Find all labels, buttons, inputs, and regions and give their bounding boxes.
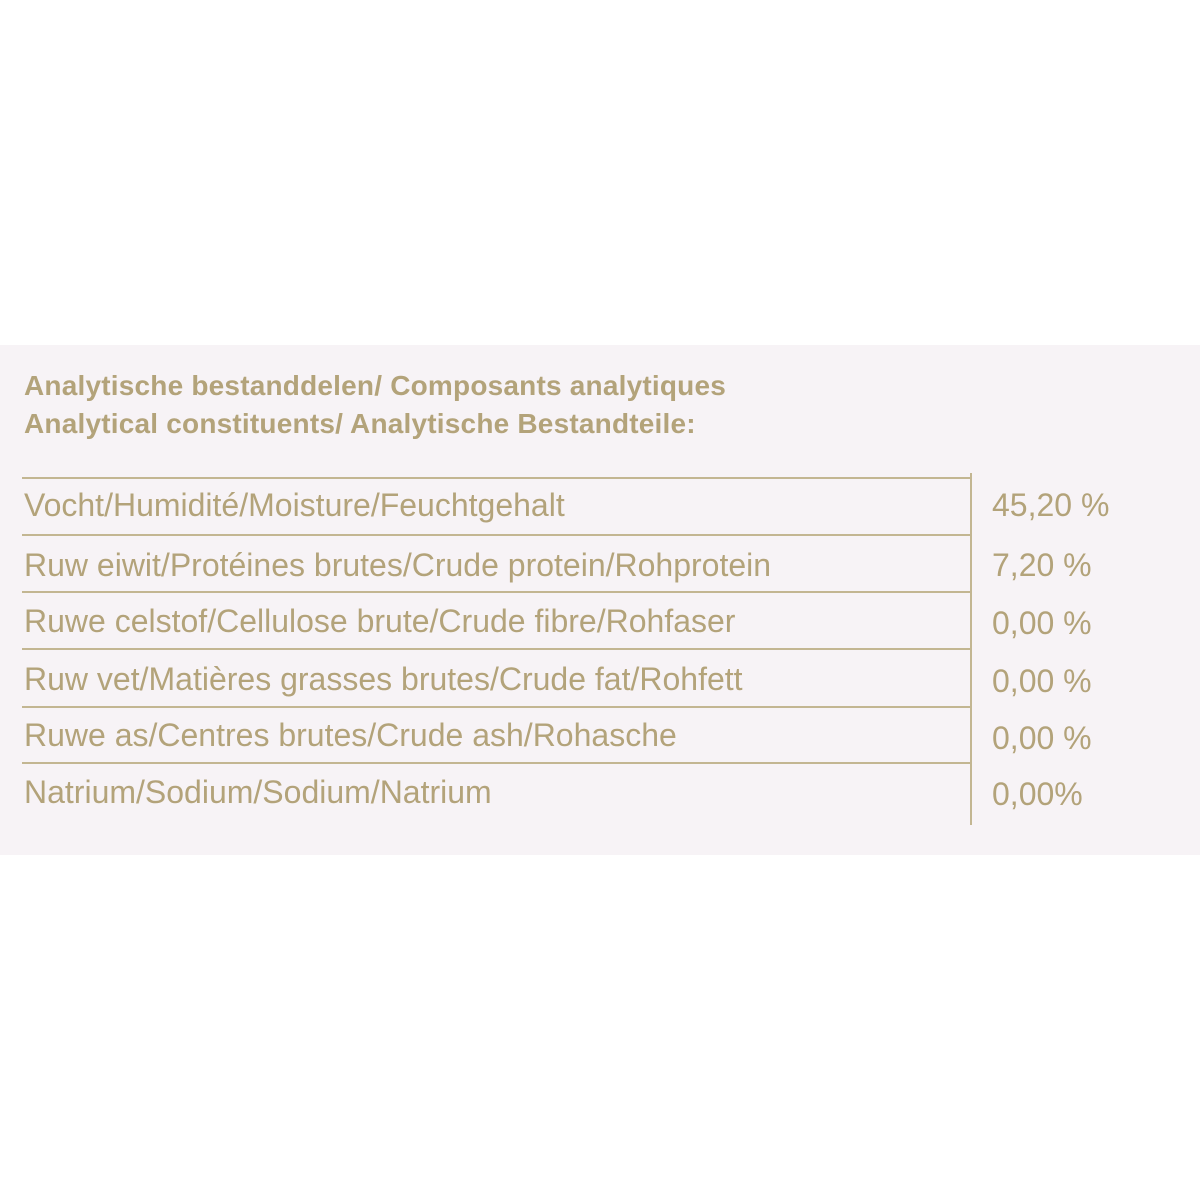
nutrition-label [0, 345, 1200, 855]
heading-line-1: Analytische bestanddelen/ Composants analytiques [24, 370, 726, 401]
row-value: 0,00 % [992, 605, 1092, 641]
row-label: Ruwe celstof/Cellulose brute/Crude fibre/Rohfaser [24, 603, 736, 639]
row-divider [22, 706, 970, 708]
column-divider [970, 473, 972, 825]
row-value: 0,00% [992, 776, 1083, 812]
row-divider [22, 591, 970, 593]
row-label: Natrium/Sodium/Sodium/Natrium [24, 774, 492, 810]
row-label: Ruw vet/Matières grasses brutes/Crude fat/Rohfett [24, 661, 743, 697]
row-label: Vocht/Humidité/Moisture/Feuchtgehalt [24, 487, 565, 523]
row-value: 7,20 % [992, 547, 1092, 583]
row-divider [22, 762, 970, 764]
row-value: 45,20 % [992, 487, 1110, 523]
row-divider [22, 648, 970, 650]
row-label: Ruw eiwit/Protéines brutes/Crude protein/Rohprotein [24, 547, 772, 583]
row-value: 0,00 % [992, 720, 1092, 756]
table-top-rule [22, 477, 970, 479]
row-value: 0,00 % [992, 663, 1092, 699]
row-label: Ruwe as/Centres brutes/Crude ash/Rohasche [24, 717, 677, 753]
label-heading [24, 367, 726, 443]
row-divider [22, 534, 970, 536]
heading-line-2: Analytical constituents/ Analytische Bestandteile: [24, 408, 696, 439]
